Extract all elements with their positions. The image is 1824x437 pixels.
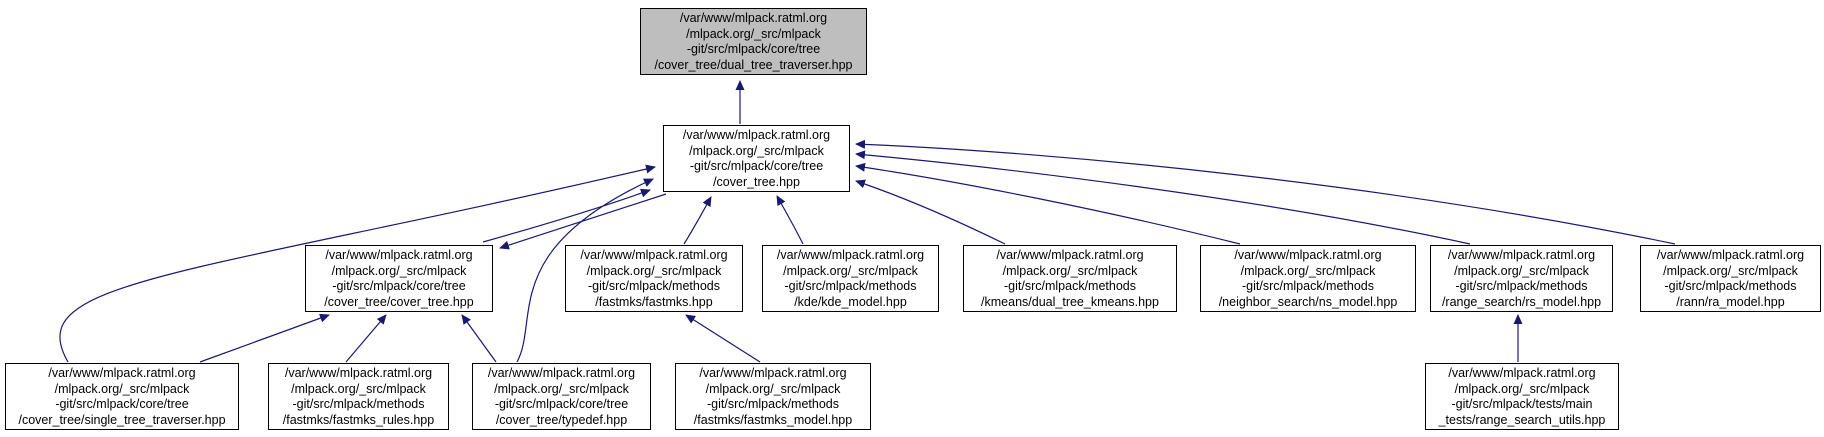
- node-label-line: /mlpack.org/_src/mlpack: [783, 263, 918, 278]
- node-label-line: -git/src/mlpack/core/tree: [494, 397, 629, 412]
- node-label-line: -git/src/mlpack/methods: [1664, 279, 1797, 294]
- node-label-line: /cover_tree/cover_tree.hpp: [324, 294, 474, 309]
- node-label-line: -git/src/mlpack/methods: [784, 279, 917, 294]
- node-label-line: /var/www/mlpack.ratml.org: [996, 248, 1144, 262]
- edge-fastmks-rules-to-cover-tree-cover-tree: [346, 315, 386, 362]
- graph-node-rs-model[interactable]: [1430, 245, 1613, 312]
- node-label-line: /mlpack.org/_src/mlpack: [1240, 263, 1376, 278]
- node-label-line: -git/src/mlpack/core/tree: [689, 159, 824, 174]
- node-label-line: -git/src/mlpack/core/tree: [332, 279, 466, 294]
- node-label-line: /mlpack.org/_src/mlpack: [54, 381, 190, 396]
- edge-fastmks-model-to-fastmks: [686, 315, 760, 362]
- graph-node-ra-model[interactable]: [1640, 245, 1821, 312]
- graph-node-kde-model[interactable]: [762, 245, 939, 312]
- node-label-line: /var/www/mlpack.ratml.org: [325, 248, 473, 262]
- graph-node-cover-tree-cover-tree[interactable]: [305, 245, 493, 312]
- node-label-line: /fastmks/fastmks.hpp: [595, 294, 713, 309]
- node-label-line: /var/www/mlpack.ratml.org: [284, 366, 433, 380]
- node-label-line: /var/www/mlpack.ratml.org: [679, 11, 828, 25]
- node-label-line: /kde/kde_model.hpp: [794, 294, 907, 309]
- graph-node-range-search-utils[interactable]: [1425, 363, 1619, 430]
- node-label-line: /rann/ra_model.hpp: [1676, 294, 1785, 309]
- node-label-line: /var/www/mlpack.ratml.org: [699, 366, 847, 380]
- graph-node-ns-model[interactable]: [1200, 245, 1416, 312]
- edge-cover-tree-typedef-to-cover-tree-cover-tree: [462, 315, 496, 362]
- edge-kde-model-to-cover-tree-hpp: [777, 196, 803, 244]
- node-label-line: -git/src/mlpack/tests/main: [1451, 397, 1593, 412]
- node-label-line: /cover_tree/dual_tree_traverser.hpp: [654, 57, 853, 72]
- node-label-line: -git/src/mlpack/methods: [292, 397, 425, 412]
- node-label-line: /mlpack.org/_src/mlpack: [331, 263, 467, 278]
- graph-node-fastmks[interactable]: [565, 245, 743, 312]
- edge-single-tree-traverser-to-cover-tree-cover-tree: [200, 315, 329, 362]
- node-label-line: /mlpack.org/_src/mlpack: [689, 143, 824, 158]
- node-label-line: /var/www/mlpack.ratml.org: [776, 248, 925, 262]
- node-label-line: /neighbor_search/ns_model.hpp: [1218, 294, 1398, 309]
- node-label-line: /var/www/mlpack.ratml.org: [1447, 248, 1596, 262]
- edge-ra-model-to-cover-tree-hpp: [856, 144, 1675, 244]
- edge-cover-tree-hpp-to-cover-tree-cover-tree: [500, 194, 666, 248]
- node-label-line: /var/www/mlpack.ratml.org: [682, 128, 831, 142]
- node-label-line: /cover_tree/single_tree_traverser.hpp: [18, 412, 226, 427]
- graph-node-dual-tree-traverser[interactable]: [640, 8, 867, 75]
- node-label-line: -git/src/mlpack/core/tree: [686, 42, 821, 57]
- edge-rs-model-to-cover-tree-hpp: [856, 154, 1470, 244]
- node-label-line: /range_search/rs_model.hpp: [1441, 294, 1602, 309]
- node-label-line: /mlpack.org/_src/mlpack: [705, 381, 841, 396]
- graph-node-dual-tree-kmeans[interactable]: [963, 245, 1177, 312]
- edge-ns-model-to-cover-tree-hpp: [856, 166, 1240, 244]
- node-label-line: -git/src/mlpack/core/tree: [55, 397, 189, 412]
- node-label-line: -git/src/mlpack/methods: [588, 279, 720, 294]
- node-label-line: -git/src/mlpack/methods: [707, 397, 839, 412]
- node-label-line: /mlpack.org/_src/mlpack: [1663, 263, 1798, 278]
- node-label-line: /var/www/mlpack.ratml.org: [1656, 248, 1805, 262]
- node-label-line: -git/src/mlpack/methods: [1455, 279, 1588, 294]
- node-label-line: /var/www/mlpack.ratml.org: [48, 366, 196, 380]
- node-label-line: -git/src/mlpack/methods: [1242, 279, 1374, 294]
- node-label-line: /mlpack.org/_src/mlpack: [1454, 263, 1589, 278]
- node-label-line: /cover_tree/typedef.hpp: [495, 412, 628, 427]
- node-label-line: /mlpack.org/_src/mlpack: [1454, 381, 1590, 396]
- graph-node-fastmks-model[interactable]: [675, 363, 871, 430]
- node-label-line: /var/www/mlpack.ratml.org: [1234, 248, 1382, 262]
- edge-dual-tree-kmeans-to-cover-tree-hpp: [856, 181, 1005, 244]
- graph-node-fastmks-rules[interactable]: [268, 363, 449, 430]
- node-label-line: /mlpack.org/_src/mlpack: [586, 263, 722, 278]
- graph-node-single-tree-traverser[interactable]: [5, 363, 239, 430]
- node-label-line: /mlpack.org/_src/mlpack: [291, 381, 426, 396]
- graph-node-cover-tree-hpp[interactable]: [663, 125, 850, 192]
- node-label-line: /fastmks/fastmks_rules.hpp: [282, 412, 435, 427]
- node-label-line: /mlpack.org/_src/mlpack: [494, 381, 629, 396]
- node-label-line: /cover_tree.hpp: [713, 174, 800, 189]
- node-label-line: /var/www/mlpack.ratml.org: [1448, 366, 1596, 380]
- node-label-line: /mlpack.org/_src/mlpack: [1002, 263, 1138, 278]
- node-label-line: /fastmks/fastmks_model.hpp: [693, 412, 853, 427]
- node-label-line: _tests/range_search_utils.hpp: [1438, 412, 1606, 427]
- node-label-line: /kmeans/dual_tree_kmeans.hpp: [981, 294, 1159, 309]
- node-label-line: /var/www/mlpack.ratml.org: [487, 366, 636, 380]
- node-label-line: -git/src/mlpack/methods: [1004, 279, 1136, 294]
- node-label-line: /var/www/mlpack.ratml.org: [580, 248, 728, 262]
- graph-node-cover-tree-typedef[interactable]: [472, 363, 651, 430]
- node-label-line: /mlpack.org/_src/mlpack: [686, 26, 821, 41]
- edge-fastmks-to-cover-tree-hpp: [684, 197, 711, 244]
